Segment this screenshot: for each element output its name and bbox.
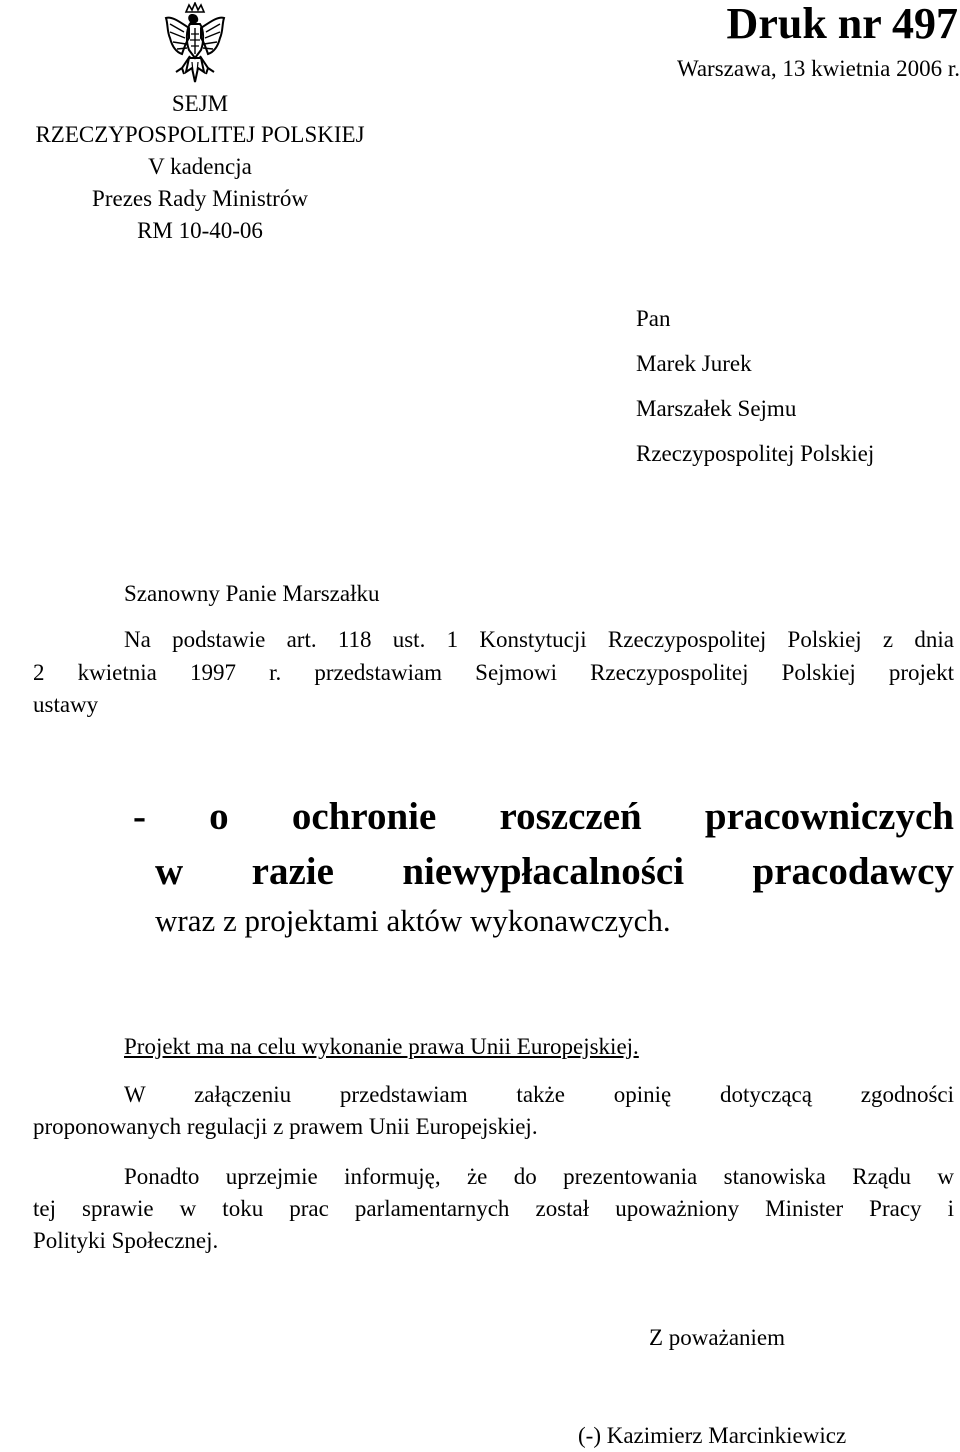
reference-number: RM 10-40-06 (137, 218, 263, 243)
intro-line2: 2 kwietnia 1997 r. przedstawiam Sejmowi Rzeczypospolitej Polskiej projekt (33, 660, 954, 685)
minister-line2: tej sprawie w toku prac parlamentarnych został upoważniony Minister Pracy i (33, 1196, 954, 1221)
term-label: V kadencja (148, 154, 252, 179)
place-and-date: Warszawa, 13 kwietnia 2006 r. (676, 56, 960, 81)
bill-title-line1: - o ochronie roszczeń pracowniczych (133, 795, 954, 838)
eu-law-note: Projekt ma na celu wykonanie prawa Unii Europejskiej. (124, 1034, 639, 1059)
addressee-line4: Rzeczypospolitej Polskiej (636, 441, 875, 466)
attachment-line2: proponowanych regulacji z prawem Unii Europejskiej. (33, 1114, 538, 1139)
addressee-line2: Marek Jurek (636, 351, 752, 376)
polish-eagle-emblem-icon (162, 2, 228, 86)
bill-subtitle: wraz z projektami aktów wykonawczych. (155, 903, 671, 938)
institution-name-line2: RZECZYPOSPOLITEJ POLSKIEJ (35, 122, 365, 147)
salutation: Szanowny Panie Marszałku (124, 581, 380, 606)
bill-title-line2: w razie niewypłacalności pracodawcy (155, 850, 954, 893)
addressee-line3: Marszałek Sejmu (636, 396, 797, 421)
addressee-line1: Pan (636, 306, 671, 331)
institution-name-line1: SEJM (171, 91, 229, 116)
minister-line3: Polityki Społecznej. (33, 1228, 219, 1253)
intro-line1: Na podstawie art. 118 ust. 1 Konstytucji Rzeczypospolitej Polskiej z dnia (124, 627, 954, 652)
print-number: Druk nr 497 (726, 0, 958, 48)
signature: (-) Kazimierz Marcinkiewicz (578, 1423, 847, 1448)
attachment-line1: W załączeniu przedstawiam także opinię dotyczącą zgodności (124, 1082, 954, 1107)
closing-phrase: Z poważaniem (649, 1325, 786, 1350)
minister-line1: Ponadto uprzejmie informuję, że do prezentowania stanowiska Rządu w (124, 1164, 954, 1189)
intro-line3: ustawy (33, 692, 99, 717)
sender-label: Prezes Rady Ministrów (92, 186, 308, 211)
